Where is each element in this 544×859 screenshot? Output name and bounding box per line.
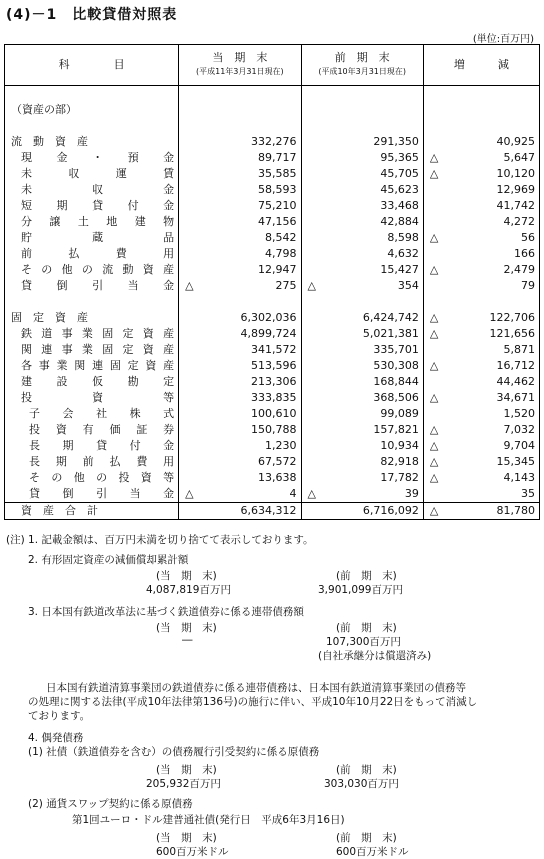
row-prev: △ 354 <box>301 278 423 294</box>
row-label: 長 期 貸 付 金 <box>29 439 175 452</box>
note-4-2-prev-head: (前 期 末) <box>336 832 397 844</box>
row-chg: △ 121,656 <box>423 326 539 342</box>
total-cur: 6,634,312 <box>179 503 301 520</box>
row-prev: 45,705 <box>301 166 423 182</box>
current-assets-cur: 332,276 <box>179 134 301 150</box>
row-cur: 4,798 <box>179 246 301 262</box>
row-cur: 1,230 <box>179 438 301 454</box>
table.fixed_assets-row <box>5 374 540 390</box>
note-2-cur: 4,087,819百万円 <box>146 584 231 596</box>
row-cur: 12,947 <box>179 262 301 278</box>
row-label: 貸 倒 引 当 金 <box>21 279 175 292</box>
fixed-assets-label: 固 定 資 産 <box>11 311 88 324</box>
row-chg: 166 <box>423 246 539 262</box>
note-4-1-prev: 303,030百万円 <box>324 778 399 790</box>
row-cur: 47,156 <box>179 214 301 230</box>
row-prev: 5,021,381 <box>301 326 423 342</box>
row-prev: 99,089 <box>301 406 423 422</box>
row-cur: 100,610 <box>179 406 301 422</box>
row-chg: △ 10,120 <box>423 166 539 182</box>
note-4-2: (2) 通貨スワップ契約に係る原債務 <box>28 798 193 810</box>
row-prev: 33,468 <box>301 198 423 214</box>
total-prev: 6,716,092 <box>301 503 423 520</box>
note-4-1: (1) 社債（鉄道債券を含む）の債務履行引受契約に係る原債務 <box>28 746 320 758</box>
row-label: 子 会 社 株 式 <box>29 407 175 420</box>
total-row <box>5 503 540 520</box>
row-prev: 42,884 <box>301 214 423 230</box>
note-3-prev: 107,300百万円 <box>326 636 401 648</box>
note-3-cur-head: (当 期 末) <box>156 622 217 634</box>
note-3-text-2: の処理に関する法律(平成10年法律第136号)の施行に伴い、平成10年10月22日をもって消滅し <box>28 696 478 708</box>
row-label: そ の 他 の 投 資 等 <box>29 471 175 484</box>
header-item: 科 目 <box>5 45 179 86</box>
table.fixed_assets-row <box>5 326 540 342</box>
table.fixed_assets-row <box>5 390 540 406</box>
row-chg: △ 5,647 <box>423 150 539 166</box>
row-prev: 368,506 <box>301 390 423 406</box>
header-prior: 前 期 末 (平成10年3月31日現在) <box>301 45 423 86</box>
row-cur: 150,788 <box>179 422 301 438</box>
row-label: 貸 倒 引 当 金 <box>29 487 175 500</box>
row-label: 建 設 仮 勘 定 <box>21 375 175 388</box>
row-chg: 5,871 <box>423 342 539 358</box>
row-chg: 35 <box>423 486 539 503</box>
page-title: (4)－1 比較貸借対照表 <box>6 7 178 23</box>
note-3-prev-head: (前 期 末) <box>336 622 397 634</box>
unit-label: (単位:百万円) <box>472 34 534 45</box>
row-label: 関 連 事 業 固 定 資 産 <box>21 343 175 356</box>
table-header-row <box>5 45 540 86</box>
row-chg: △ 34,671 <box>423 390 539 406</box>
table.fixed_assets-row <box>5 438 540 454</box>
table.fixed_assets-row <box>5 470 540 486</box>
note-3-cur: ― <box>182 634 193 646</box>
note-4-1-cur: 205,932百万円 <box>146 778 221 790</box>
note-3-text-1: 日本国有鉄道清算事業団の鉄道債券に係る連帯債務は、日本国有鉄道清算事業団の債務等 <box>46 682 466 694</box>
current-assets-label: 流 動 資 産 <box>11 135 88 148</box>
row-prev: 95,365 <box>301 150 423 166</box>
row-cur: 341,572 <box>179 342 301 358</box>
row-cur: △ 275 <box>179 278 301 294</box>
note-4-2-sub: 第1回ユーロ・ドル建普通社債(発行日 平成6年3月16日) <box>72 814 345 826</box>
total-label: 資 産 合 計 <box>5 503 179 520</box>
row-chg: △ 16,712 <box>423 358 539 374</box>
row-prev: 82,918 <box>301 454 423 470</box>
row-chg: 4,272 <box>423 214 539 230</box>
row-prev: 17,782 <box>301 470 423 486</box>
row-label: 前 払 費 用 <box>21 247 175 260</box>
row-label: 貯 蔵 品 <box>21 231 175 244</box>
header-current: 当 期 末 (平成11年3月31日現在) <box>179 45 301 86</box>
table.current_assets-row <box>5 150 540 166</box>
row-prev: 4,632 <box>301 246 423 262</box>
row-cur: 35,585 <box>179 166 301 182</box>
row-cur: 333,835 <box>179 390 301 406</box>
row-label: 未 収 運 賃 <box>21 167 175 180</box>
note-2-cur-head: (当 期 末) <box>156 570 217 582</box>
row-chg: 12,969 <box>423 182 539 198</box>
row-chg: △ 9,704 <box>423 438 539 454</box>
row-cur: 4,899,724 <box>179 326 301 342</box>
row-prev: 15,427 <box>301 262 423 278</box>
balance-sheet-table <box>4 44 540 520</box>
row-cur: 75,210 <box>179 198 301 214</box>
row-chg: △ 56 <box>423 230 539 246</box>
section-row <box>5 102 540 118</box>
row-prev: 168,844 <box>301 374 423 390</box>
fixed-assets-cur: 6,302,036 <box>179 310 301 326</box>
fixed-assets-row <box>5 310 540 326</box>
table.fixed_assets-row <box>5 422 540 438</box>
row-chg: △ 15,345 <box>423 454 539 470</box>
row-label: 鉄 道 事 業 固 定 資 産 <box>21 327 175 340</box>
note-4: 4. 偶発債務 <box>28 732 84 744</box>
row-cur: 8,542 <box>179 230 301 246</box>
row-chg: 44,462 <box>423 374 539 390</box>
note-4-2-cur-head: (当 期 末) <box>156 832 217 844</box>
current-assets-prev: 291,350 <box>301 134 423 150</box>
current-assets-row <box>5 134 540 150</box>
table.current_assets-row <box>5 214 540 230</box>
row-chg: △ 4,143 <box>423 470 539 486</box>
row-chg: 41,742 <box>423 198 539 214</box>
note-4-2-cur: 600百万米ドル <box>156 846 229 858</box>
row-label: 長 期 前 払 費 用 <box>29 455 175 468</box>
row-cur: 213,306 <box>179 374 301 390</box>
note-2-prev: 3,901,099百万円 <box>318 584 403 596</box>
table.current_assets-row <box>5 230 540 246</box>
current-assets-chg: 40,925 <box>423 134 539 150</box>
row-label: 投 資 有 価 証 券 <box>29 423 175 436</box>
note-3-prev-note: (自社承継分は償還済み) <box>318 650 432 662</box>
row-label: 各 事 業 関 連 固 定 資 産 <box>21 359 175 372</box>
row-cur: △ 4 <box>179 486 301 503</box>
note-4-1-prev-head: (前 期 末) <box>336 764 397 776</box>
table.current_assets-row <box>5 246 540 262</box>
fixed-assets-chg: △ 122,706 <box>423 310 539 326</box>
row-chg: 79 <box>423 278 539 294</box>
table.fixed_assets-row <box>5 486 540 503</box>
note-3: 3. 日本国有鉄道改革法に基づく鉄道債券に係る連帯債務額 <box>28 606 304 618</box>
row-prev: 335,701 <box>301 342 423 358</box>
row-label: 投 資 等 <box>21 391 175 404</box>
row-prev: 530,308 <box>301 358 423 374</box>
row-prev: 45,623 <box>301 182 423 198</box>
note-2-prev-head: (前 期 末) <box>336 570 397 582</box>
row-cur: 513,596 <box>179 358 301 374</box>
row-chg: 1,520 <box>423 406 539 422</box>
row-label: 現 金 ・ 預 金 <box>21 151 175 164</box>
row-cur: 89,717 <box>179 150 301 166</box>
note-2: 2. 有形固定資産の減価償却累計額 <box>28 554 189 566</box>
row-prev: 8,598 <box>301 230 423 246</box>
note-3-text-3: ております。 <box>28 710 91 722</box>
row-label: そ の 他 の 流 動 資 産 <box>21 263 175 276</box>
table.fixed_assets-row <box>5 342 540 358</box>
row-cur: 67,572 <box>179 454 301 470</box>
row-cur: 58,593 <box>179 182 301 198</box>
header-change: 増 減 <box>423 45 539 86</box>
row-chg: △ 2,479 <box>423 262 539 278</box>
row-chg: △ 7,032 <box>423 422 539 438</box>
table.current_assets-row <box>5 166 540 182</box>
note-4-1-cur-head: (当 期 末) <box>156 764 217 776</box>
table.current_assets-row <box>5 262 540 278</box>
note-1: (注) 1. 記載金額は、百万円未満を切り捨てて表示しております。 <box>6 534 314 546</box>
table.current_assets-row <box>5 278 540 294</box>
row-label: 未 収 金 <box>21 183 175 196</box>
row-cur: 13,638 <box>179 470 301 486</box>
table.fixed_assets-row <box>5 454 540 470</box>
total-chg: △ 81,780 <box>423 503 539 520</box>
row-prev: 157,821 <box>301 422 423 438</box>
row-label: 分 譲 土 地 建 物 <box>21 215 175 228</box>
table.current_assets-row <box>5 198 540 214</box>
table.current_assets-row <box>5 182 540 198</box>
section-label: （資産の部） <box>11 103 77 116</box>
note-4-2-prev: 600百万米ドル <box>336 846 409 858</box>
table.fixed_assets-row <box>5 406 540 422</box>
row-prev: △ 39 <box>301 486 423 503</box>
row-prev: 10,934 <box>301 438 423 454</box>
table.fixed_assets-row <box>5 358 540 374</box>
fixed-assets-prev: 6,424,742 <box>301 310 423 326</box>
row-label: 短 期 貸 付 金 <box>21 199 175 212</box>
